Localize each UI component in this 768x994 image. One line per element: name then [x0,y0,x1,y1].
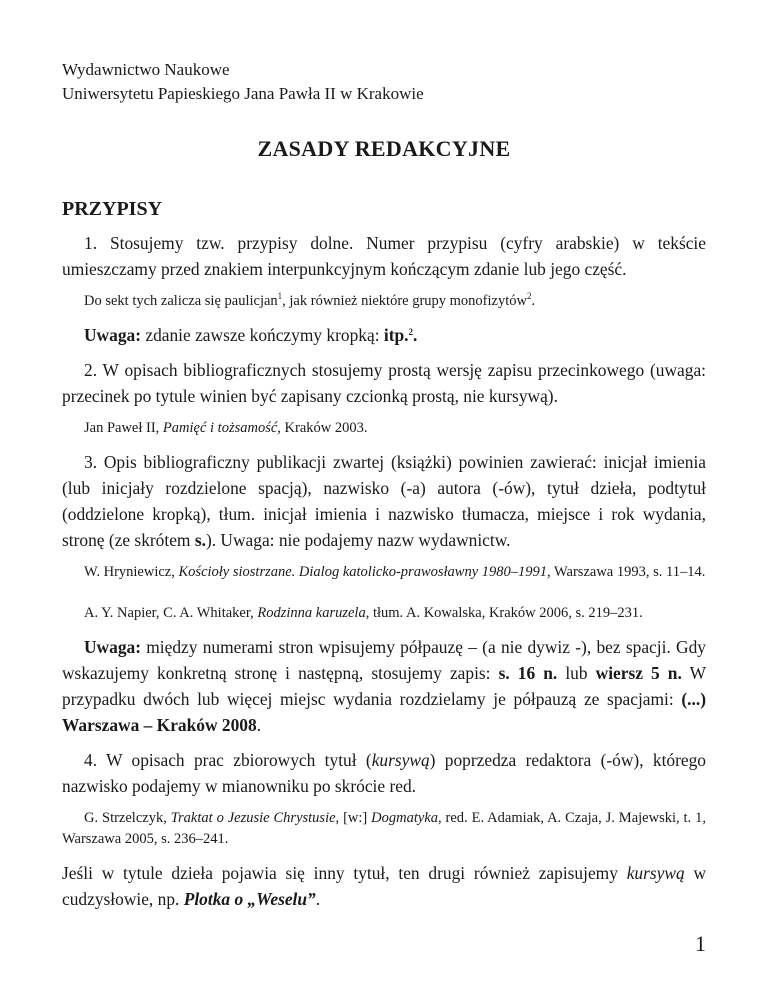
example-2 [62,418,706,439]
footnote-marker-1: 1 [277,291,283,301]
example-3-title: Kościoły siostrzane. Dialog katolicko-prawosławny 1980–1991 [178,564,548,580]
example-2-author: Jan Paweł II, [84,420,163,436]
example-2-title: Pamięć i tożsamość [162,420,278,436]
note-2-label: Uwaga: [84,637,141,657]
example-1-text-b: , jak również niektóre grupy monofizytów [282,293,527,309]
example-4 [62,603,706,624]
example-1-text-a: Do sekt tych zalicza się paulicjan [84,293,278,309]
section-heading: PRZYPISY [62,198,163,220]
paragraph-4-a: 4. W opisach prac zbiorowych tytuł ( [84,750,372,770]
paragraph-4-italic: kursywą [371,750,430,770]
example-5-title-2: Dogmatyka [371,810,438,826]
example-4-title: Rodzinna karuzela [257,605,366,621]
note-2-text-2: lub [557,663,596,683]
note-2-text-1: między numerami stron wpisujemy półpauzę – (a nie dywiz -), bez spacji. Gdy wskazujemy konkretną stronę i następną, stosujemy zapis: [62,637,706,683]
note-1-sup: 2 [408,327,414,337]
example-4-author: A. Y. Napier, C. A. Whitaker, [84,605,258,621]
paragraph-5-b: w cudzysłowie, np. [62,863,706,909]
paragraph-3-c: ). Uwaga: nie podajemy nazw wydawnictw. [205,530,511,550]
document-body [62,230,706,912]
example-3-author: W. Hryniewicz, [84,564,179,580]
note-1-text: zdanie zawsze kończymy kropką: [141,325,384,345]
note-2 [62,634,706,738]
example-5 [62,808,706,850]
note-2-bold-3: (...) Warszawa – Kraków 2008 [62,689,706,735]
page-title: ZASADY REDAKCYJNE [257,136,511,161]
paragraph-4 [62,747,706,799]
note-1 [62,322,706,348]
example-5-title-1: Traktat o Jezusie Chrystusie [170,810,336,826]
paragraph-1: 1. Stosujemy tzw. przypisy dolne. Numer przypisu (cyfry arabskie) w tekście umieszczamy przed znakiem interpunkcyjnym kończącym zdanie lub jego część. [62,233,706,279]
example-3-rest: , Warszawa 1993, s. 11–14. [547,564,706,580]
note-1-label: Uwaga: [84,325,141,345]
paragraph-5-c: . [315,889,321,909]
note-2-bold-1: s. 16 n. [498,663,558,683]
example-5-author: G. Strzelczyk, [84,810,171,826]
example-1 [62,291,706,312]
page-number: 1 [695,931,706,956]
publisher-line-2: Uniwersytetu Papieskiego Jana Pawła II w Krakowie [62,84,424,103]
paragraph-5-italic: kursywą [626,863,685,883]
publisher-line-1: Wydawnictwo Naukowe [62,60,230,79]
example-3 [62,562,706,583]
paragraph-3-a: 3. Opis bibliograficzny publikacji zwartej (książki) powinien zawierać: inicjał imienia (lub inicjały rozdzielone spacją), nazwisko (-a) autora (-ów), tytuł dzieła, podtytuł (oddzielone kropką), tłum. inicjał imienia i nazwisko tłumacza, miejsce i rok wydania, stronę (ze skrótem [62,452,706,550]
example-1-text-c: . [531,293,536,309]
paragraph-5 [62,860,706,912]
example-5-mid: , [w:] [335,810,372,826]
note-1-end: . [413,325,418,345]
example-2-rest: , Kraków 2003. [277,420,368,436]
paragraph-5-bold-italic: Plotka o „Weselu” [183,889,316,909]
paragraph-3 [62,449,706,553]
note-2-bold-2: wiersz 5 n. [595,663,682,683]
note-1-bold: itp. [383,325,409,345]
example-5-rest: , red. E. Adamiak, A. Czaja, J. Majewski, t. 1, Warszawa 2005, s. 236–241. [62,810,706,847]
footnote-marker-2: 2 [526,291,532,301]
publisher-header [62,58,424,106]
paragraph-4-b: ) poprzedza redaktora (-ów), którego nazwisko podajemy w mianowniku po skrócie red. [62,750,707,796]
note-2-text-4: . [256,715,262,735]
example-4-rest: , tłum. A. Kowalska, Kraków 2006, s. 219–231. [365,605,643,621]
note-2-text-3: W przypadku dwóch lub więcej miejsc wydania rozdzielamy je półpauzą ze spacjami: [62,663,706,709]
paragraph-3-bold: s. [194,530,206,550]
paragraph-2: 2. W opisach bibliograficznych stosujemy prostą wersję zapisu przecinkowego (uwaga: przecinek po tytule winien być zapisany czcionką prostą, nie kursywą). [62,360,706,406]
paragraph-5-a: Jeśli w tytule dzieła pojawia się inny tytuł, ten drugi również zapisujemy [62,863,627,883]
